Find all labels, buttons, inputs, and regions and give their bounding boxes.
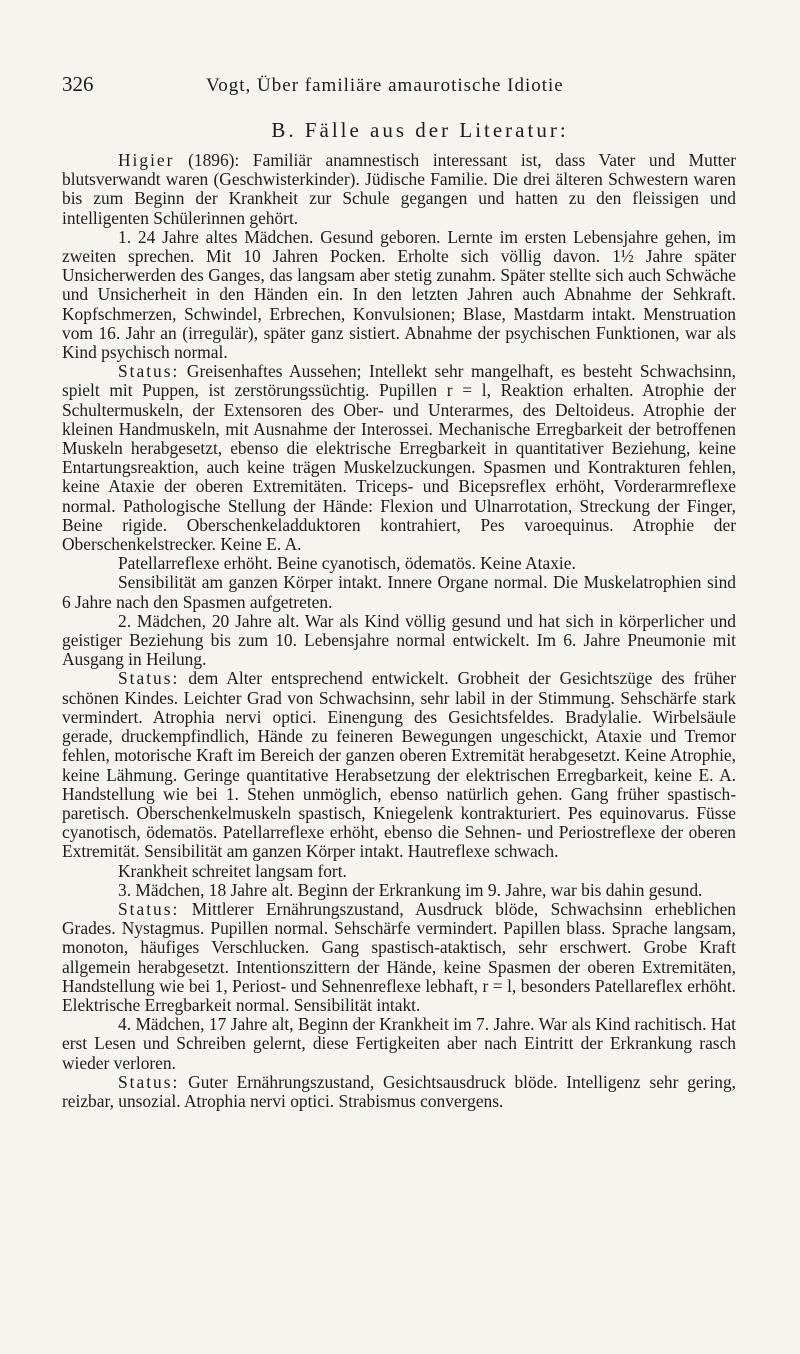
- paragraph-intro: Higier (1896): Familiär anamnestisch interessant ist, dass Vater und Mutter blutsverwandt waren (Geschwisterkinder). Jüdische Familie. Die drei älteren Schwestern waren bis zum Beginn der Krankheit zur Schule gegangen und hatten zu den fleissigen und intelligenten Schülerinnen gehört.: [62, 150, 736, 228]
- body-text: [62, 151, 736, 1111]
- paragraph-status-4: Status: Guter Ernährungszustand, Gesichtsausdruck blöde. Intelligenz sehr gering, reizbar, unsozial. Atrophia nervi optici. Strabismus convergens.: [62, 1071, 736, 1111]
- status-label: Status:: [118, 361, 180, 382]
- paragraph-case-2: 2. Mädchen, 20 Jahre alt. War als Kind völlig gesund und hat sich in körperlicher und geistiger Beziehung bis zum 10. Lebensjahre normal entwickelt. Im 6. Jahre Pneumonie mit Ausgang in Heilung.: [62, 610, 736, 670]
- paragraph-sensibility-1: Sensibilität am ganzen Körper intakt. Innere Organe normal. Die Muskelatrophien sind 6 Jahre nach den Spasmen aufgetreten.: [62, 572, 736, 612]
- page-number: 326: [62, 72, 94, 96]
- status-label: Status:: [118, 1071, 180, 1092]
- status-label: Status:: [118, 898, 180, 919]
- page-header: [62, 72, 740, 102]
- paragraph-status-3: Status: Mittlerer Ernährungszustand, Ausdruck blöde, Schwachsinn erheblichen Grades. Nystagmus. Pupillen normal. Sehschärfe vermindert. Papillen blass. Sprache langsam, monoton, häufiges Verschlucken. Gang spastisch-ataktisch, sehr erschwert. Grobe Kraft allgemein herabgesetzt. Intentionszittern der Hände, keine Spasmen der oberen Extremitäten, Handstellung wie bei 1, Periost- und Sehnenreflexe lebhaft, r = l, besonders Patellareflex erhöht. Elektrische Erregbarkeit normal. Sensibilität intakt.: [62, 898, 736, 1015]
- status-label: Status:: [118, 668, 180, 689]
- paragraph-reflexes-1: Patellarreflexe erhöht. Beine cyanotisch, ödematös. Keine Ataxie.: [118, 553, 576, 574]
- paragraph-case-3: 3. Mädchen, 18 Jahre alt. Beginn der Erkrankung im 9. Jahre, war bis dahin gesund.: [118, 879, 703, 900]
- paragraph-case-1: 1. 24 Jahre altes Mädchen. Gesund geboren. Lernte im ersten Lebensjahre gehen, im zweiten sprechen. Mit 10 Jahren Pocken. Erholte sich völlig davon. 1½ Jahre später Unsicherwerden des Ganges, das langsam aber stetig zunahm. Später stellte sich auch Schwäche und Unsicherheit in den Händen ein. In den letzten Jahren auch Abnahme der Sehkraft. Kopfschmerzen, Schwindel, Erbrechen, Konvulsionen; Blase, Mastdarm intakt. Menstruation vom 16. Jahr an (irregulär), später ganz sistiert. Abnahme der psychischen Funktionen, war als Kind psychisch normal.: [62, 226, 736, 363]
- paragraph-progress-2: Krankheit schreitet langsam fort.: [118, 860, 347, 881]
- paragraph-status-2: Status: dem Alter entsprechend entwickelt. Grobheit der Gesichtszüge des früher schönen Kindes. Leichter Grad von Schwachsinn, sehr labil in der Stimmung. Sehschärfe stark vermindert. Atrophia nervi optici. Einengung des Gesichtsfeldes. Bradylalie. Wirbelsäule gerade, druckempfindlich, Hände zu feineren Bewegungen ungeschickt, Ataxie und Tremor fehlen, motorische Kraft im Bereich der ganzen oberen Extremität herabgesetzt. Keine Atrophie, keine Lähmung. Geringe quantitative Herabsetzung der elektrischen Erregbarkeit, keine E. A. Handstellung wie bei 1. Stehen unmöglich, ebenso natürlich gehen. Gang früher spastisch-paretisch. Oberschenkelmuskeln spastisch, Kniegelenk kontrakturiert. Pes equinovarus. Füsse cyanotisch, ödematös. Patellarreflexe erhöht, ebenso die Sehnen- und Periostreflexe der oberen Extremität. Sensibilität am ganzen Körper intakt. Hautreflexe schwach.: [62, 668, 736, 862]
- author-name: Higier: [118, 150, 175, 170]
- paragraph-case-4: 4. Mädchen, 17 Jahre alt, Beginn der Krankheit im 7. Jahre. War als Kind rachitisch. Hat erst Lesen und Schreiben gelernt, diese Fertigkeiten aber nach Eintritt der Erkrankung rasch wieder verloren.: [62, 1014, 736, 1073]
- paragraph-status-1: Status: Greisenhaftes Aussehen; Intellekt sehr mangelhaft, es besteht Schwachsinn, spielt mit Puppen, ist zerstörungssüchtig. Pupillen r = l, Reaktion erhalten. Atrophie der Schultermuskeln, der Extensoren des Ober- und Unterarmes, des Deltoideus. Atrophie der kleinen Handmuskeln, mit Ausnahme der Interossei. Mechanische Erregbarkeit der betroffenen Muskeln herabgesetzt, ebenso die elektrische Erregbarkeit in quantitativer Beziehung, keine Entartungsreaktion, auch keine trägen Muskelzuckungen. Spasmen und Kontrakturen fehlen, keine Ataxie der oberen Extremitäten. Triceps- und Bicepsreflex erhöht, Vorderarmreflexe normal. Pathologische Stellung der Hände: Flexion und Ulnarrotation, Streckung der Finger, Beine rigide. Oberschenkeladduktoren kontrahiert, Pes varoequinus. Atrophie der Oberschenkelstrecker. Keine E. A.: [62, 361, 736, 555]
- section-heading: B. Fälle aus der Literatur:: [271, 118, 569, 142]
- running-title: Vogt, Über familiäre amaurotische Idiotie: [206, 75, 564, 96]
